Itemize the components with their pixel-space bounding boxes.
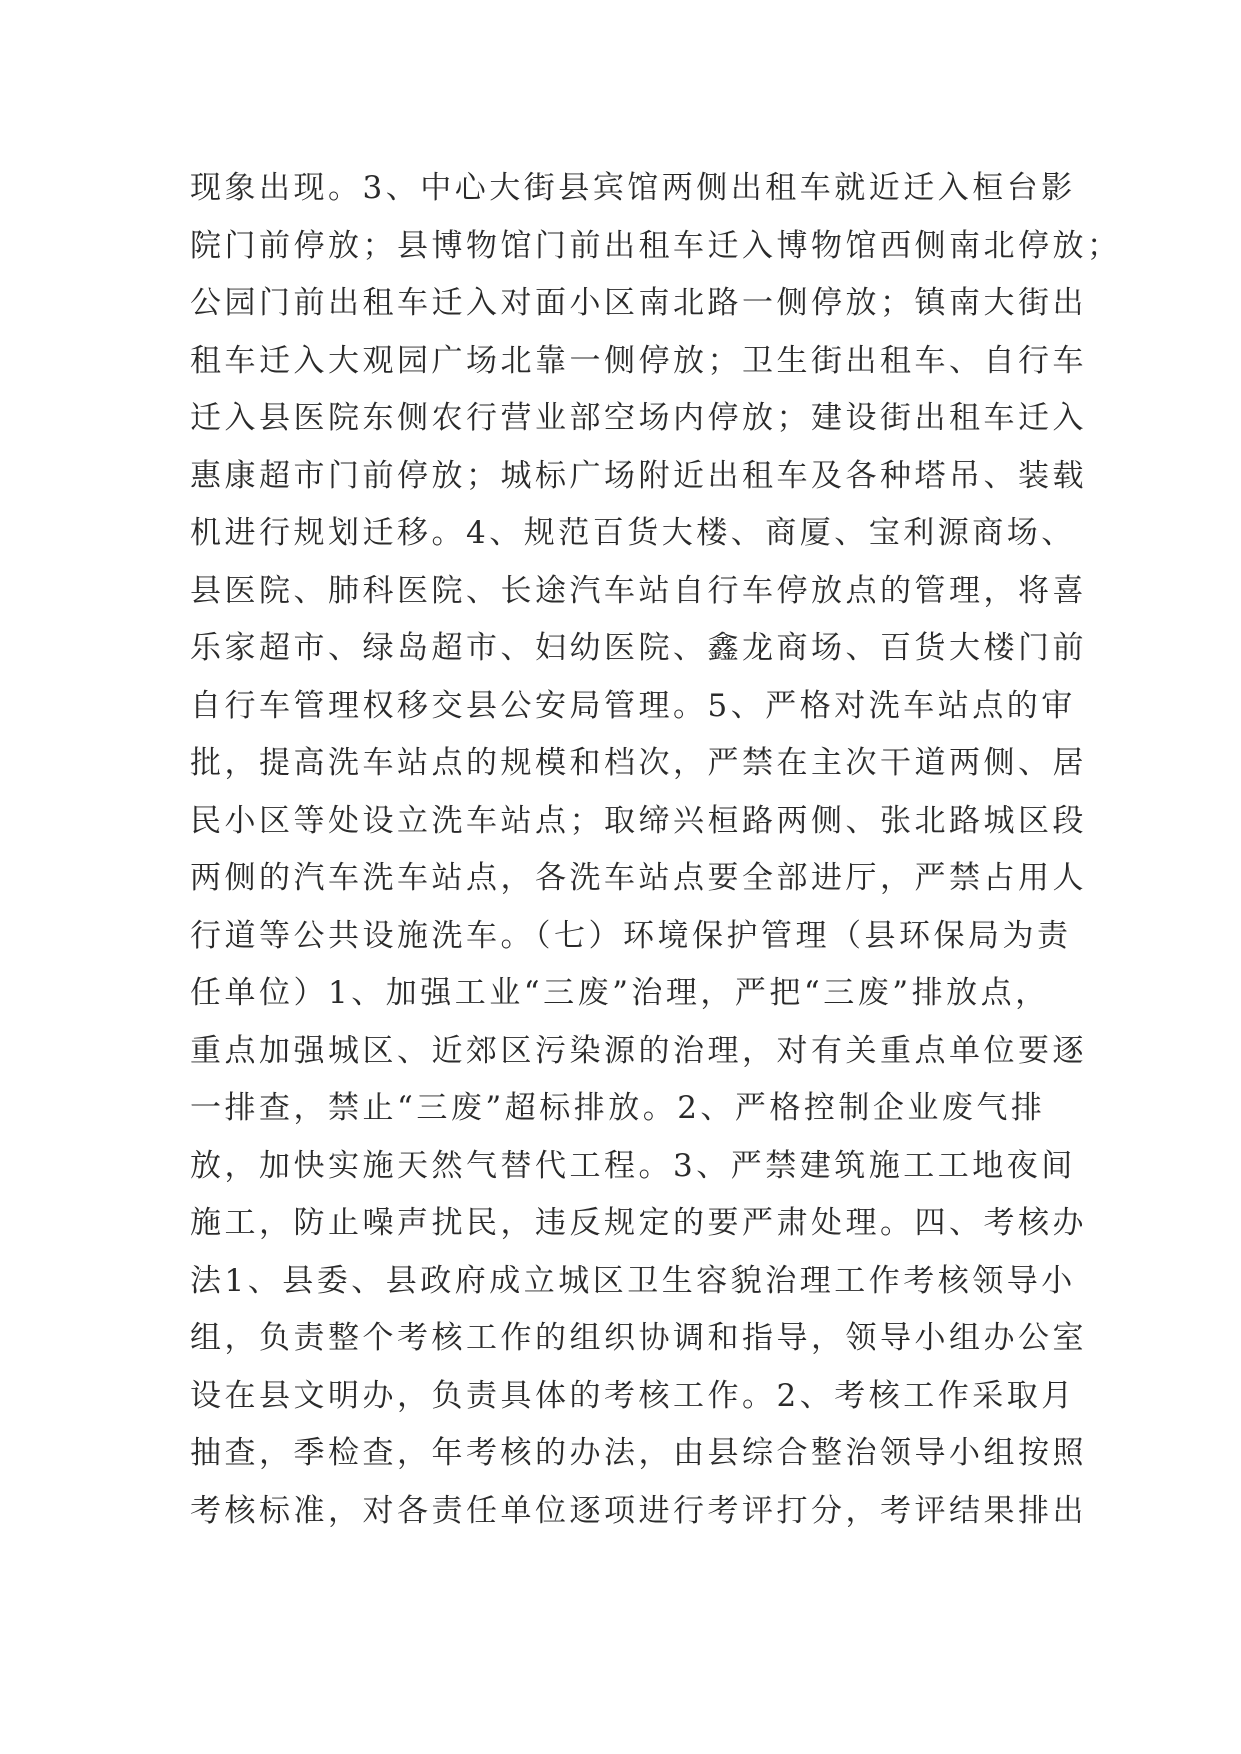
text-line: 县医院、肺科医院、长途汽车站自行车停放点的管理，将喜 xyxy=(190,572,1087,609)
text-line: 重点加强城区、近郊区污染源的治理，对有关重点单位要逐 xyxy=(190,1032,1087,1069)
text-line: 批，提高洗车站点的规模和档次，严禁在主次干道两侧、居 xyxy=(190,745,1087,781)
text-line: 两侧的汽车洗车站点，各洗车站点要全部进厅，严禁占用人 xyxy=(190,860,1087,896)
text-line: 机进行规划迁移。4、规范百货大楼、商厦、宝利源商场、 xyxy=(190,515,1076,551)
text-line: 自行车管理权移交县公安局管理。5、严格对洗车站点的审 xyxy=(190,687,1076,724)
text-line: 一排查，禁止“三废”超标排放。2、严格控制企业废气排 xyxy=(190,1090,1046,1126)
text-line: 设在县文明办，负责具体的考核工作。2、考核工作采取月 xyxy=(190,1377,1076,1414)
text-line: 现象出现。3、中心大街县宾馆两侧出租车就近迁入桓台影 xyxy=(190,170,1076,206)
text-line: 考核标准，对各责任单位逐项进行考评打分，考评结果排出 xyxy=(190,1492,1087,1529)
body-text xyxy=(190,160,1122,1540)
text-line: 行道等公共设施洗车。（七）环境保护管理（县环保局为责 xyxy=(190,917,1072,954)
text-line: 惠康超市门前停放；城标广场附近出租车及各种塔吊、装载 xyxy=(190,457,1087,494)
text-line: 施工，防止噪声扰民，违反规定的要严肃处理。四、考核办 xyxy=(190,1205,1087,1241)
text-line: 任单位）1、加强工业“三废”治理，严把“三废”排放点， xyxy=(190,975,1050,1011)
text-line: 租车迁入大观园广场北靠一侧停放；卫生街出租车、自行车 xyxy=(190,342,1087,379)
text-line: 民小区等处设立洗车站点；取缔兴桓路两侧、张北路城区段 xyxy=(190,802,1087,839)
text-line: 迁入县医院东侧农行营业部空场内停放；建设街出租车迁入 xyxy=(190,400,1087,436)
text-line: 法1、县委、县政府成立城区卫生容貌治理工作考核领导小 xyxy=(190,1262,1076,1299)
text-line: 抽查，季检查，年考核的办法，由县综合整治领导小组按照 xyxy=(190,1435,1087,1471)
text-line: 放，加快实施天然气替代工程。3、严禁建筑施工工地夜间 xyxy=(190,1147,1076,1184)
text-line: 院门前停放；县博物馆门前出租车迁入博物馆西侧南北停放； xyxy=(190,227,1122,264)
text-line: 组，负责整个考核工作的组织协调和指导，领导小组办公室 xyxy=(190,1320,1087,1356)
text-line: 乐家超市、绿岛超市、妇幼医院、鑫龙商场、百货大楼门前 xyxy=(190,630,1087,666)
text-line: 公园门前出租车迁入对面小区南北路一侧停放；镇南大街出 xyxy=(190,285,1087,321)
